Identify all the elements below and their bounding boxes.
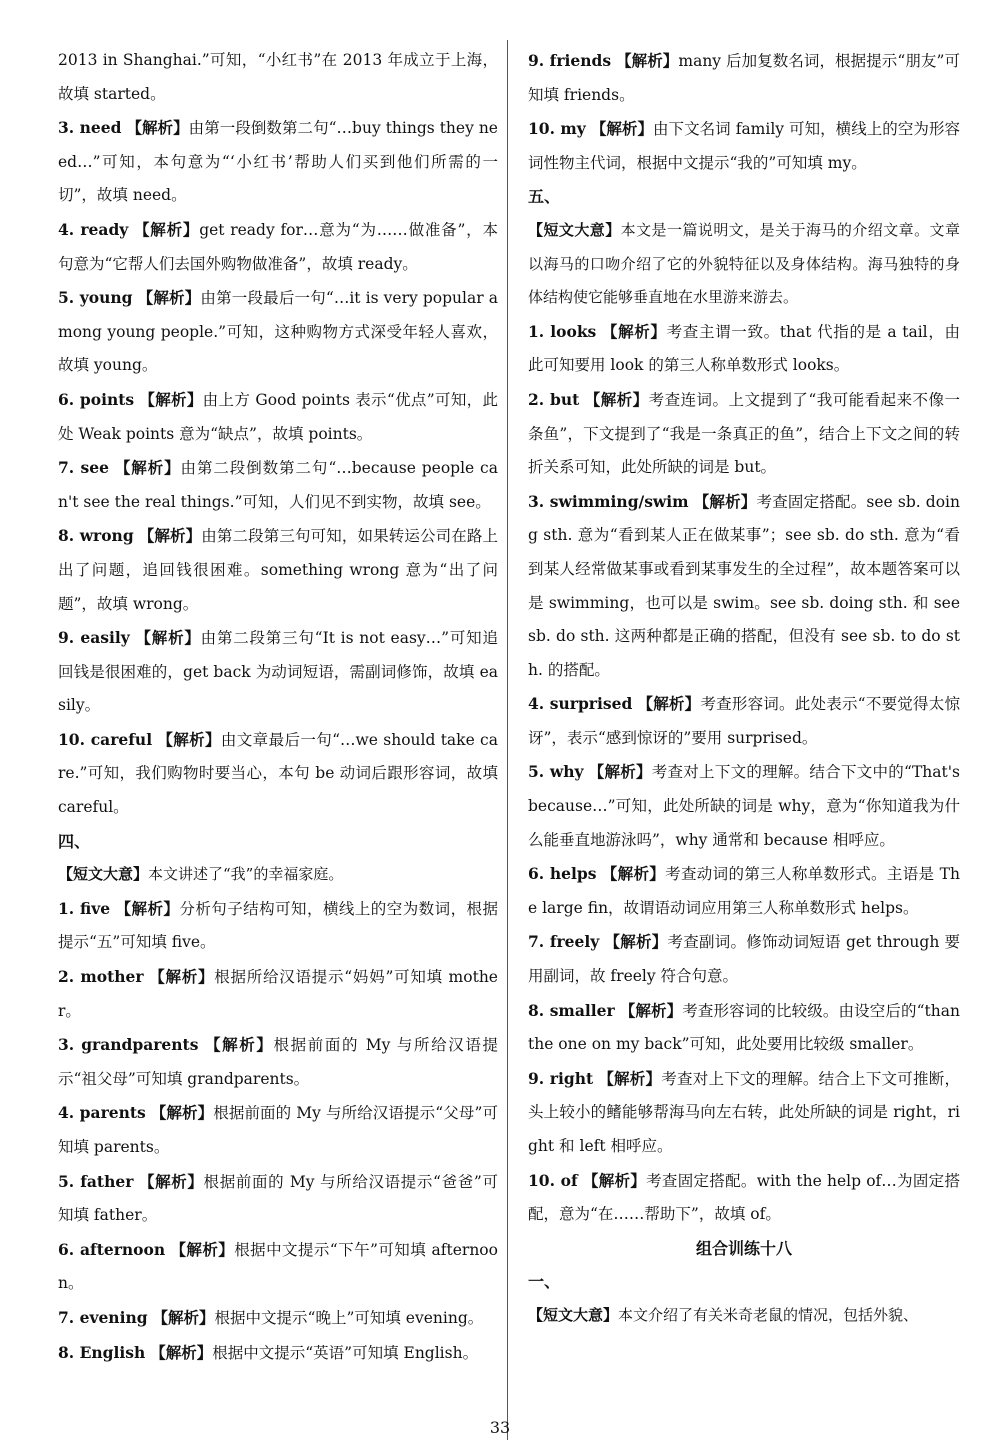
answer-item bbox=[528, 485, 960, 688]
analysis-text: 由文章最后一句“…we should take care.”可知，我们购物时要当心，本句 be 动词后跟形容词，故填 careful。 bbox=[58, 730, 498, 817]
answer-word: 5. young bbox=[58, 288, 133, 308]
answer-word: 3. need bbox=[58, 118, 122, 138]
answer-word: 5. why bbox=[528, 762, 584, 782]
answer-word: 6. afternoon bbox=[58, 1239, 166, 1259]
analysis-tag: 【解析】 bbox=[138, 1171, 204, 1191]
analysis-text: 根据前面的 My 与所给汉语提示“父母”可知填 parents。 bbox=[58, 1104, 498, 1156]
answer-item bbox=[528, 687, 960, 755]
analysis-tag: 【解析】 bbox=[137, 288, 201, 308]
answer-word: 9. right bbox=[528, 1068, 594, 1088]
analysis-tag: 【解析】 bbox=[693, 491, 757, 511]
analysis-tag: 【解析】 bbox=[149, 967, 215, 987]
analysis-tag: 【解析】 bbox=[135, 628, 201, 648]
analysis-tag: 【解析】 bbox=[590, 119, 653, 139]
answer-item bbox=[58, 621, 498, 723]
analysis-text: 根据中文提示“下午”可知填 afternoon。 bbox=[58, 1240, 498, 1293]
answer-item bbox=[58, 892, 498, 960]
answer-word: 10. my bbox=[528, 119, 586, 139]
right-column bbox=[528, 44, 960, 1333]
answer-item bbox=[528, 857, 960, 925]
analysis-text: 根据所给汉语提示“妈妈”可知填 mother。 bbox=[58, 968, 498, 1020]
answer-word: 8. smaller bbox=[528, 1000, 615, 1020]
answer-item bbox=[58, 1301, 498, 1336]
answer-word: 4. ready bbox=[58, 219, 129, 239]
analysis-tag: 【解析】 bbox=[170, 1239, 235, 1259]
analysis-tag: 【解析】 bbox=[619, 1000, 683, 1020]
analysis-tag: 【解析】 bbox=[138, 526, 202, 546]
analysis-text: 由第一段最后一句“…it is very popular among young people.”可知，这种购物方式深受年轻人喜欢，故填 young。 bbox=[58, 289, 498, 375]
answer-word: 2. but bbox=[528, 389, 580, 409]
answer-word: 5. father bbox=[58, 1171, 134, 1191]
answer-word: 4. surprised bbox=[528, 694, 633, 714]
answer-item bbox=[528, 112, 960, 180]
passage-summary bbox=[58, 858, 498, 892]
answer-word: 6. helps bbox=[528, 864, 597, 884]
answer-item bbox=[58, 1336, 498, 1371]
analysis-text: 由下文名词 family 可知，横线上的空为形容词性物主代词，根据中文提示“我的”可知填 my。 bbox=[528, 120, 960, 172]
answer-item bbox=[58, 383, 498, 451]
analysis-tag: 【解析】 bbox=[582, 1170, 647, 1190]
answer-word: 2. mother bbox=[58, 967, 144, 987]
passage-summary bbox=[528, 1299, 960, 1333]
answer-word: 4. parents bbox=[58, 1103, 146, 1123]
analysis-tag: 【解析】 bbox=[584, 389, 649, 409]
analysis-text: 根据中文提示“英语”可知填 English。 bbox=[212, 1343, 479, 1362]
analysis-tag: 【解析】 bbox=[134, 219, 200, 239]
answer-word: 8. English bbox=[58, 1342, 146, 1362]
analysis-text: 考查形容词。此处表示“不要觉得太惊讶”，表示“感到惊讶的”要用 surprised。 bbox=[528, 695, 960, 747]
analysis-tag: 【解析】 bbox=[616, 51, 679, 70]
analysis-text: get ready for…意为“为……做准备”，本句意为“它帮人们去国外购物做准备”，故填 ready。 bbox=[58, 220, 498, 273]
analysis-text: 根据前面的 My 与所给汉语提示“爸爸”可知填 father。 bbox=[58, 1172, 498, 1225]
answer-word: 7. see bbox=[58, 458, 109, 478]
answer-word: 8. wrong bbox=[58, 526, 134, 546]
analysis-text: 考查主谓一致。that 代指的是 a tail，由此可知要用 look 的第三人称单数形式 looks。 bbox=[528, 322, 960, 375]
analysis-text: many 后加复数名词，根据提示“朋友”可知填 friends。 bbox=[528, 52, 960, 104]
summary-text: 本文是一篇说明文，是关于海马的介绍文章。文章以海马的口吻介绍了它的外貌特征以及身体结构。海马独特的身体结构使它能够垂直地在水里游来游去。 bbox=[528, 220, 960, 307]
section-number: 五、 bbox=[528, 187, 561, 207]
answer-word: 7. freely bbox=[528, 932, 600, 952]
analysis-text: 由上方 Good points 表示“优点”可知，此处 Weak points 意为“缺点”，故填 points。 bbox=[58, 390, 498, 443]
analysis-text: 考查对上下文的理解。结合下文中的“That's because…”可知，此处所缺的词是 why，意为“你知道我为什么能垂直地游泳吗”，why 通常和 because 相呼应。 bbox=[528, 763, 960, 849]
analysis-tag: 【解析】 bbox=[150, 1342, 213, 1362]
analysis-tag: 【解析】 bbox=[157, 729, 221, 749]
answer-item bbox=[58, 1096, 498, 1164]
answer-item bbox=[58, 451, 498, 519]
answer-item bbox=[528, 44, 960, 112]
answer-item bbox=[528, 1062, 960, 1164]
analysis-tag: 【解析】 bbox=[598, 1068, 662, 1088]
answer-item bbox=[58, 44, 498, 111]
analysis-text: 由第一段倒数第二句“…buy things they need…”可知，本句意为“‘小红书’帮助人们买到他们所需的一切”，故填 need。 bbox=[58, 119, 498, 205]
answer-word: 9. easily bbox=[58, 628, 130, 648]
analysis-text: 考查副词。修饰动词短语 get through 要用副词，故 freely 符合句意。 bbox=[528, 933, 960, 986]
analysis-text: 考查连词。上文提到了“我可能看起来不像一条鱼”，下文提到了“我是一条真正的鱼”，结合上下文之间的转折关系可知，此处所缺的词是 but。 bbox=[528, 390, 960, 477]
answer-item bbox=[528, 1164, 960, 1232]
analysis-tag: 【解析】 bbox=[126, 118, 189, 138]
analysis-tag: 【解析】 bbox=[114, 458, 181, 478]
analysis-tag: 【解析】 bbox=[152, 1307, 215, 1327]
answer-item bbox=[528, 315, 960, 383]
analysis-text: 考查对上下文的理解。结合上下文可推断，头上较小的鳍能够帮海马向左右转，此处所缺的词是 right，right 和 left 相呼应。 bbox=[528, 1069, 960, 1155]
answer-item bbox=[528, 383, 960, 485]
analysis-tag: 【解析】 bbox=[205, 1035, 274, 1055]
answer-item bbox=[58, 213, 498, 281]
analysis-tag: 【解析】 bbox=[150, 1103, 214, 1123]
analysis-text: 由第二段第三句可知，如果转运公司在路上出了问题，追回钱很困难。something wrong 意为“出了问题”，故填 wrong。 bbox=[58, 527, 498, 613]
analysis-tag: 【解析】 bbox=[637, 694, 701, 714]
column-divider bbox=[507, 40, 508, 1440]
exercise-heading: 组合训练十八 bbox=[695, 1238, 792, 1258]
answer-item bbox=[58, 723, 498, 825]
answer-word: 10. of bbox=[528, 1170, 578, 1190]
analysis-tag: 【解析】 bbox=[601, 864, 666, 884]
analysis-tag: 【解析】 bbox=[604, 932, 668, 952]
analysis-tag: 【解析】 bbox=[139, 389, 203, 409]
answer-item bbox=[58, 1028, 498, 1096]
analysis-text: 考查形容词的比较级。由设空后的“than the one on my back”可知，此处要用比较级 smaller。 bbox=[528, 1001, 960, 1054]
answer-word: 6. points bbox=[58, 389, 135, 409]
summary-text: 本文讲述了“我”的幸福家庭。 bbox=[148, 865, 344, 884]
section-number: 四、 bbox=[58, 831, 91, 851]
answer-item bbox=[528, 925, 960, 993]
answer-item bbox=[528, 994, 960, 1062]
analysis-tag: 【解析】 bbox=[115, 898, 180, 918]
analysis-tag: 【解析】 bbox=[588, 762, 652, 782]
summary-tag: 【短文大意】 bbox=[528, 1305, 619, 1324]
answer-word: 9. friends bbox=[528, 51, 612, 70]
answer-item bbox=[528, 755, 960, 857]
passage-summary bbox=[528, 214, 960, 315]
analysis-text: 由第二段倒数第二句“…because people can't see the real things.”可知，人们见不到实物，故填 see。 bbox=[58, 459, 498, 511]
answer-item bbox=[58, 1233, 498, 1301]
answer-item bbox=[58, 1165, 498, 1233]
analysis-text: 分析句子结构可知，横线上的空为数词，根据提示“五”可知填 five。 bbox=[58, 899, 498, 952]
answer-word: 10. careful bbox=[58, 729, 153, 749]
analysis-text: 由第二段第三句“It is not easy…”可知追回钱是很困难的，get back 为动词短语，需副词修饰，故填 easily。 bbox=[58, 629, 498, 715]
left-column bbox=[58, 44, 498, 1370]
summary-tag: 【短文大意】 bbox=[528, 220, 621, 239]
answer-word: 1. looks bbox=[528, 321, 597, 341]
answer-word: 7. evening bbox=[58, 1307, 148, 1327]
page-number: 33 bbox=[489, 1418, 511, 1437]
answer-item bbox=[58, 960, 498, 1028]
answer-item bbox=[58, 519, 498, 621]
analysis-text: 考查固定搭配。see sb. doing sth. 意为“看到某人正在做某事”；see sb. do sth. 意为“看到某人经常做某事或看到某事发生的全过程”，故本题答案可以是 swimming，也可以是 swim。see sb. doing sth. 和 see sb. do sth. 这两种都是正确的搭配，但没有 see sb. to do sth. 的搭配。 bbox=[528, 492, 960, 679]
analysis-text: 根据中文提示“晚上”可知填 evening。 bbox=[214, 1308, 484, 1327]
section-number: 一、 bbox=[528, 1272, 561, 1292]
analysis-text: 根据前面的 My 与所给汉语提示“祖父母”可知填 grandparents。 bbox=[58, 1036, 499, 1088]
answer-word: 3. grandparents bbox=[58, 1035, 199, 1055]
analysis-tag: 【解析】 bbox=[601, 321, 667, 341]
answer-word: 3. swimming/swim bbox=[528, 491, 689, 511]
summary-tag: 【短文大意】 bbox=[58, 865, 149, 884]
summary-text: 本文介绍了有关米奇老鼠的情况，包括外貌、 bbox=[618, 1305, 919, 1324]
answer-item bbox=[58, 281, 498, 383]
answer-item bbox=[58, 111, 498, 213]
analysis-text: 考查动词的第三人称单数形式。主语是 The large fin，故谓语动词应用第三人称单数形式 helps。 bbox=[528, 865, 960, 917]
analysis-text: 2013 in Shanghai.”可知，“小红书”在 2013 年成立于上海，故填 started。 bbox=[58, 51, 498, 103]
answer-word: 1. five bbox=[58, 898, 111, 918]
analysis-text: 考查固定搭配。with the help of…为固定搭配，意为“在……帮助下”，故填 of。 bbox=[528, 1171, 960, 1224]
